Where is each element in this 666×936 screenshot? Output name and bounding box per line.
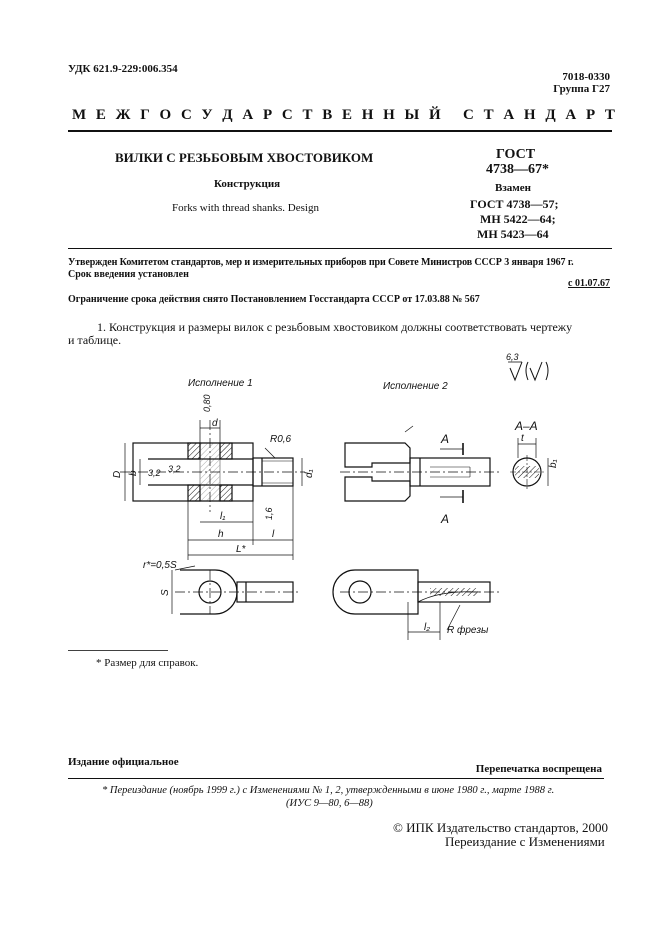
dim-l2: l₂ [424, 622, 431, 633]
reissue-note: * Переиздание (ноябрь 1999 г.) с Изменениями № 1, 2, утвержденными в июне 1980 г., марте 1988 г. [102, 785, 555, 796]
dim-D: D [112, 470, 123, 478]
dim-radius: R0,6 [270, 434, 292, 445]
banner-right: С Т А Н Д А Р Т [463, 107, 618, 123]
dim-r: r*=0,5S [143, 560, 177, 571]
paragraph-line: 1. Конструкция и размеры вилок с резьбовым хвостовиком должны соответствовать чертежу [97, 320, 573, 334]
dim-d1: d₁ [304, 469, 315, 478]
approval-line: Утвержден Комитетом стандартов, мер и измерительных приборов при Совете Министров СССР 3 января 1967 г. [68, 257, 574, 268]
dim-L: L* [236, 544, 246, 555]
roughness-c: 1,6 [264, 507, 274, 520]
variant-1-label: Исполнение 1 [188, 378, 253, 389]
section-mark-a-bottom: А [441, 512, 450, 526]
gost-label: ГОСТ [496, 147, 536, 162]
dim-h: h [218, 529, 224, 540]
gost-replaced-item: ГОСТ 4738—57; [470, 197, 559, 211]
footer-rule [68, 778, 604, 779]
roughness-b: 3,2 [168, 464, 181, 474]
banner-left: М Е Ж Г О С У Д А Р С Т В Е Н Н Ы Й [72, 107, 444, 123]
page-title: ВИЛКИ С РЕЗЬБОВЫМ ХВОСТОВИКОМ [115, 150, 374, 165]
dim-b1: b₁ [548, 459, 559, 468]
dim-l: l [272, 529, 275, 540]
roughness-a: 3,2 [148, 468, 161, 478]
dim-tolerance: 0,80 [202, 394, 212, 412]
reissue-with-changes: Переиздание с Изменениями [445, 834, 605, 849]
effective-date: с 01.07.67 [568, 278, 610, 289]
dim-b: b [128, 470, 139, 476]
english-title: Forks with thread shanks. Design [172, 202, 319, 214]
dim-t: t [521, 433, 524, 444]
official-edition: Издание официальное [68, 756, 179, 768]
section-label: А–А [515, 419, 538, 433]
gost-replaced-item: МН 5422—64; [480, 212, 556, 226]
paragraph-line: и таблице. [68, 333, 122, 347]
udk-code: УДК 621.9-229:006.354 [68, 63, 178, 75]
document-group: Группа Г27 [553, 83, 610, 95]
section-mark-a-top: А [441, 432, 450, 446]
gost-number: 4738—67* [486, 162, 549, 177]
dim-S: S [160, 589, 171, 596]
footnote: * Размер для справок. [96, 657, 199, 669]
dim-d: d [212, 418, 218, 429]
cutter-radius-label: R фрезы [447, 625, 489, 636]
variant-2-label: Исполнение 2 [383, 381, 448, 392]
effective-date-label: Срок введения установлен [68, 269, 189, 280]
dim-l1: l₁ [220, 511, 226, 522]
reprint-forbidden: Перепечатка воспрещена [475, 763, 602, 775]
copyright: © ИПК Издательство стандартов, 2000 [393, 820, 608, 835]
reissue-references: (ИУС 9—80, 6—88) [286, 798, 373, 809]
roughness-value: 6,3 [506, 352, 519, 362]
gost-replaced-label: Взамен [495, 182, 531, 194]
limit-removed-note: Ограничение срока действия снято Постановлением Госстандарта СССР от 17.03.88 № 567 [68, 294, 480, 305]
footnote-rule [68, 650, 168, 651]
gost-replaced-item: МН 5423—64 [477, 227, 549, 241]
page-subtitle: Конструкция [214, 178, 281, 190]
document-code: 7018-0330 [562, 71, 610, 83]
